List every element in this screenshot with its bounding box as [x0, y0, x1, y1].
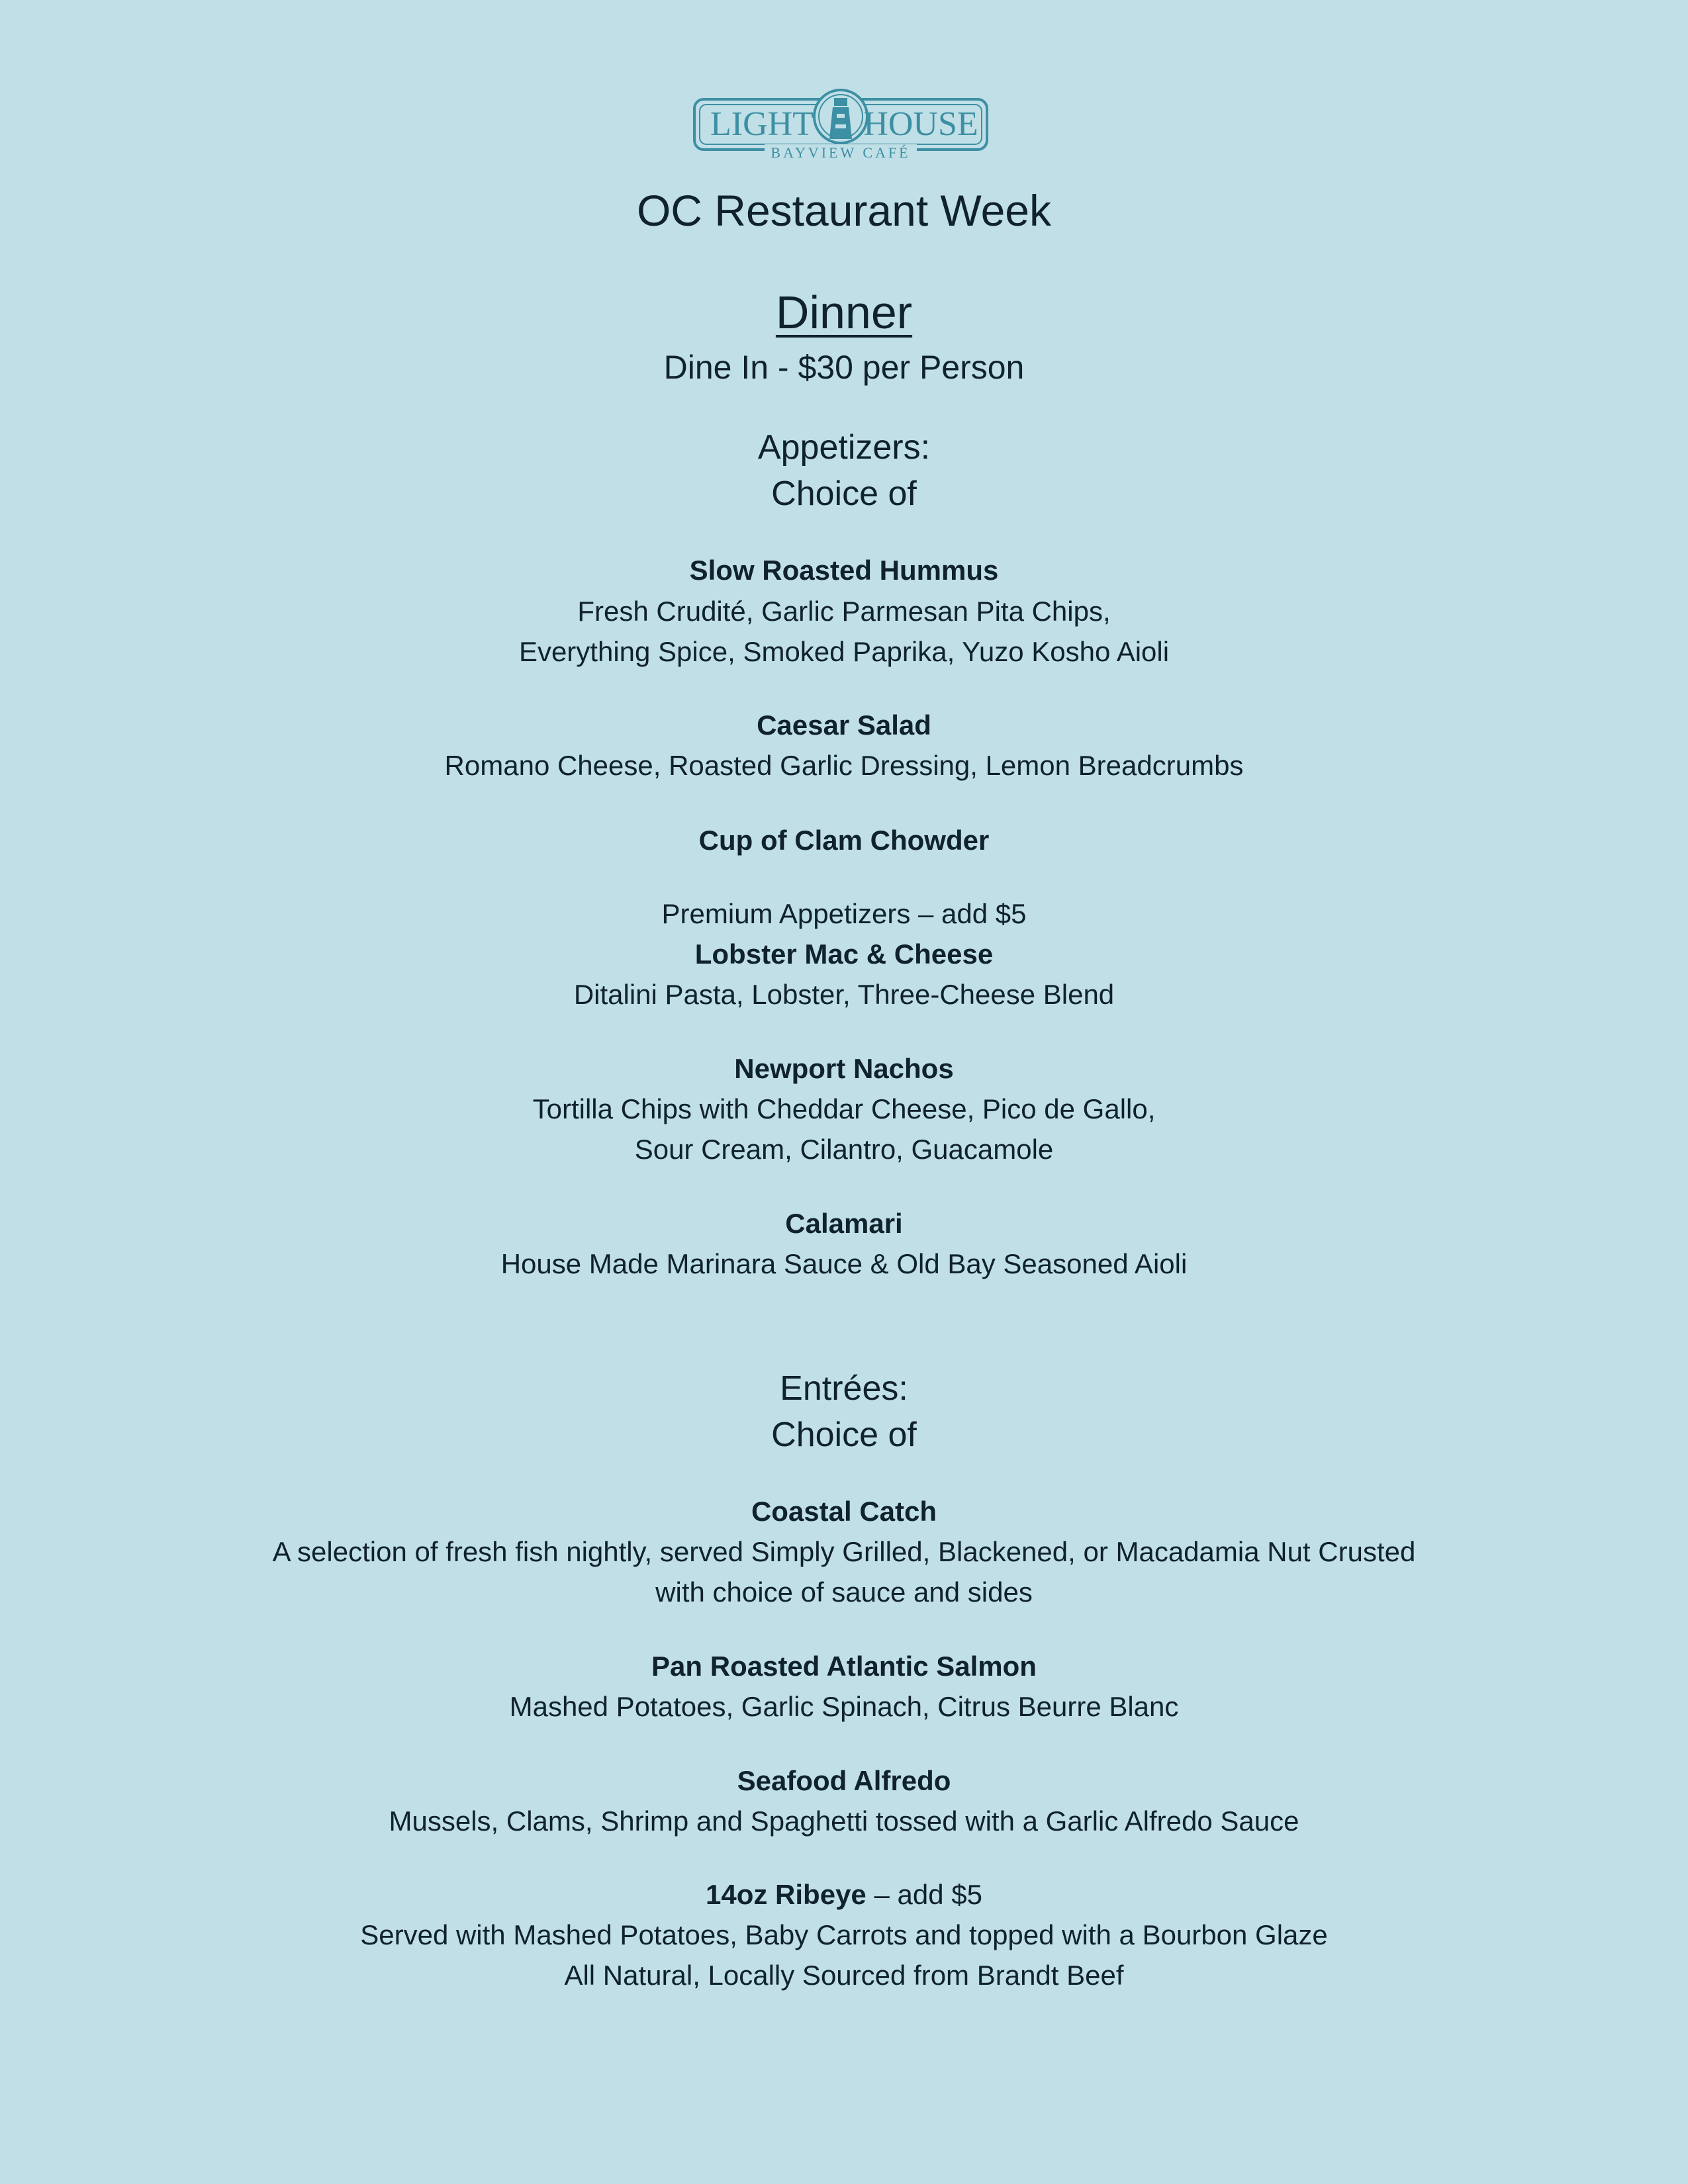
menu-item-name: 14oz Ribeye — [706, 1879, 867, 1910]
entrees-choice: Choice of — [771, 1416, 917, 1454]
menu-item-name: Lobster Mac & Cheese — [694, 938, 994, 970]
menu-item-name: Newport Nachos — [734, 1053, 954, 1084]
menu-item-name: Cup of Clam Chowder — [698, 825, 990, 856]
menu-item-desc: Sour Cream, Cilantro, Guacamole — [634, 1134, 1054, 1165]
page-title: OC Restaurant Week — [636, 186, 1052, 235]
appetizers-heading: Appetizers: — [757, 428, 931, 467]
menu-item-desc: Fresh Crudité, Garlic Parmesan Pita Chips, — [577, 596, 1111, 627]
meal-heading: Dinner — [775, 287, 913, 338]
menu-item-name-with-price — [0, 1879, 1688, 1911]
menu-item-desc: All Natural, Locally Sourced from Brandt Beef — [564, 1960, 1124, 1991]
premium-appetizers-heading: Premium Appetizers – add $5 — [661, 898, 1027, 929]
menu-item-desc: Everything Spice, Smoked Paprika, Yuzo Kosho Aioli — [518, 636, 1170, 667]
menu-item-desc: Mussels, Clams, Shrimp and Spaghetti tossed with a Garlic Alfredo Sauce — [389, 1805, 1299, 1837]
menu-item-desc: Served with Mashed Potatoes, Baby Carrots and topped with a Bourbon Glaze — [360, 1919, 1328, 1950]
menu-item-name: Caesar Salad — [757, 709, 931, 741]
lighthouse-logo — [692, 78, 990, 167]
menu-item-desc: Mashed Potatoes, Garlic Spinach, Citrus Beurre Blanc — [509, 1691, 1179, 1722]
logo-word-right: HOUSE — [863, 105, 978, 143]
menu-item-name: Coastal Catch — [751, 1496, 937, 1527]
logo-word-left: LIGHT — [710, 105, 814, 143]
menu-item-name: Pan Roasted Atlantic Salmon — [651, 1651, 1037, 1682]
menu-item-surcharge: – add $5 — [866, 1879, 982, 1910]
logo-tagline: BAYVIEW CAFÉ — [771, 144, 911, 161]
appetizers-choice: Choice of — [771, 475, 917, 513]
menu-item-desc: Romano Cheese, Roasted Garlic Dressing, Lemon Breadcrumbs — [444, 750, 1244, 781]
entrees-heading: Entrées: — [780, 1369, 908, 1408]
price-line: Dine In - $30 per Person — [663, 349, 1025, 386]
menu-item-desc: A selection of fresh fish nightly, served Simply Grilled, Blackened, or Macadamia Nut Crusted — [272, 1536, 1416, 1567]
menu-item-desc: Ditalini Pasta, Lobster, Three-Cheese Blend — [573, 979, 1115, 1010]
menu-item-name: Calamari — [785, 1208, 903, 1239]
menu-item-name: Seafood Alfredo — [737, 1765, 951, 1796]
menu-item-name: Slow Roasted Hummus — [689, 555, 999, 586]
menu-item-desc: House Made Marinara Sauce & Old Bay Seasoned Aioli — [500, 1248, 1188, 1279]
menu-item-desc: with choice of sauce and sides — [655, 1576, 1033, 1608]
menu-item-desc: Tortilla Chips with Cheddar Cheese, Pico de Gallo, — [532, 1093, 1156, 1124]
